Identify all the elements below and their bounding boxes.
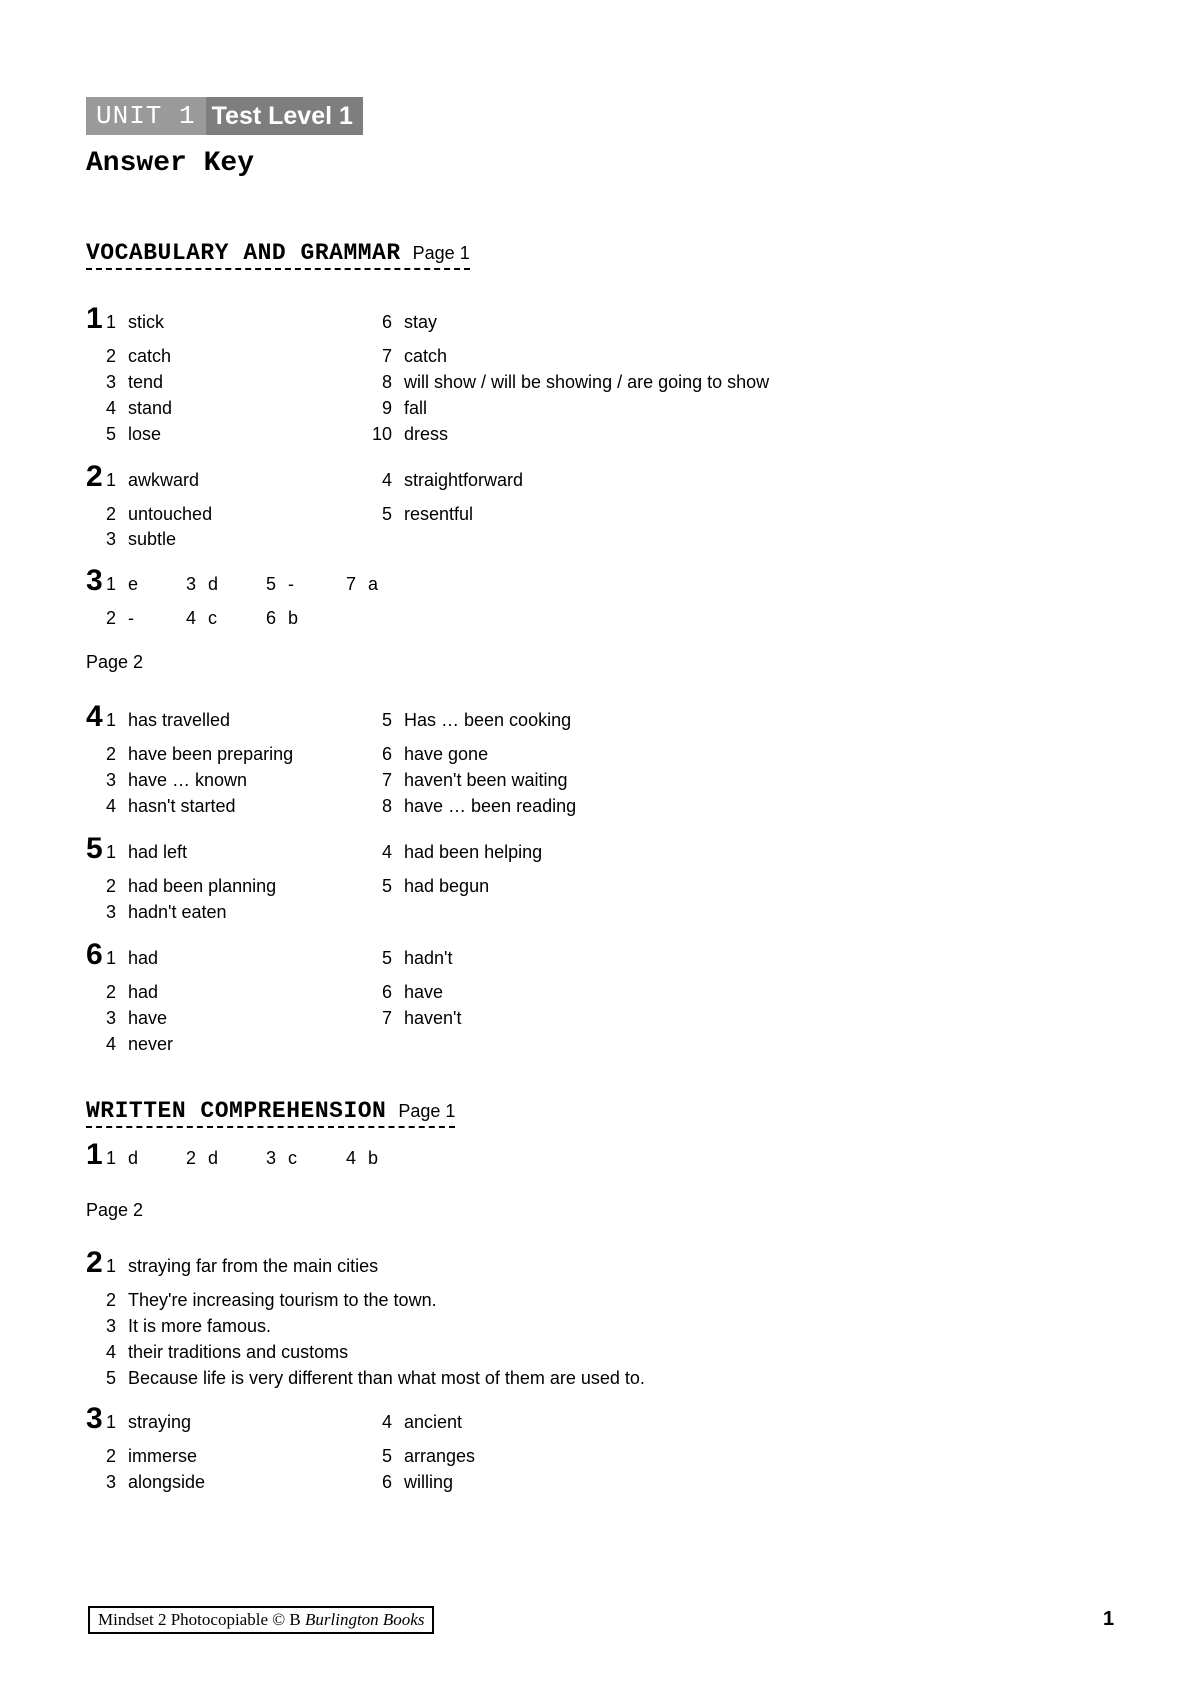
item-number: 4 [381,470,392,490]
item-answer: have … known [128,770,248,790]
item-number: 5 [105,1368,116,1388]
item-number: 7 [345,574,356,594]
item-answer: e [128,574,139,594]
page-title: Answer Key [86,148,255,179]
item-number: 2 [105,504,116,524]
item-number: 1 [105,312,116,332]
item-number: 3 [105,1472,116,1492]
item-number: 5 [105,424,116,444]
item-answer: haven't [404,1008,462,1028]
item-number: 6 [381,982,392,1002]
item-answer: lose [128,424,162,444]
item-number: 4 [381,1412,392,1432]
item-number: 3 [105,1316,116,1336]
item-number: 2 [105,982,116,1002]
exercise-number: 2 [86,1246,103,1279]
item-answer: stick [128,312,164,332]
item-answer: catch [404,346,448,366]
item-answer: b [288,608,299,628]
item-answer: has travelled [128,710,231,730]
item-number: 5 [381,1446,392,1466]
item-number: 1 [105,1148,116,1168]
item-number: 4 [345,1148,356,1168]
item-answer: straying far from the main cities [128,1256,379,1276]
item-number: 6 [381,312,392,332]
item-answer: awkward [128,470,200,490]
item-number: 9 [381,398,392,418]
item-answer: have been preparing [128,744,294,764]
item-number: 7 [381,346,392,366]
item-answer: immerse [128,1446,198,1466]
item-number: 7 [381,1008,392,1028]
item-number: 4 [185,608,196,628]
item-answer: haven't been waiting [404,770,568,790]
exercise-number: 1 [86,1138,103,1171]
item-number: 3 [105,770,116,790]
item-answer: had been planning [128,876,277,896]
section-page: Page 1 [398,1101,456,1121]
item-number: 2 [105,1446,116,1466]
item-number: 8 [381,372,392,392]
exercise-number: 2 [86,460,103,493]
item-number: 1 [105,842,116,862]
item-answer: - [288,574,294,594]
photocopiable-text: Mindset 2 Photocopiable © B [98,1610,301,1629]
item-answer: had been helping [404,842,543,862]
item-number: 6 [265,608,276,628]
item-number: 5 [381,876,392,896]
publisher-brand: Burlington Books [305,1610,425,1629]
item-answer: It is more famous. [128,1316,272,1336]
page-number: 1 [1103,1608,1115,1630]
item-number: 5 [381,710,392,730]
item-number: 7 [381,770,392,790]
item-answer: c [208,608,217,628]
item-answer: hasn't started [128,796,236,816]
section-page: Page 1 [412,243,470,263]
item-number: 1 [105,1256,116,1276]
item-answer: straightforward [404,470,524,490]
item-answer: resentful [404,504,474,524]
item-number: 1 [105,710,116,730]
item-answer: c [288,1148,297,1168]
item-answer: tend [128,372,164,392]
item-number: 3 [105,902,116,922]
item-answer: ancient [404,1412,463,1432]
item-number: 2 [105,876,116,896]
item-number: 1 [105,470,116,490]
item-number: 6 [381,1472,392,1492]
item-answer: never [128,1034,174,1054]
item-number: 5 [381,504,392,524]
item-answer: have [128,1008,168,1028]
exercise-number: 6 [86,938,103,971]
item-number: 2 [105,1290,116,1310]
item-number: 4 [105,1034,116,1054]
item-answer: Has … been cooking [404,710,572,730]
page-label: Page 2 [86,652,144,672]
item-answer: untouched [128,504,213,524]
section-title: WRITTEN COMPREHENSION [86,1098,387,1124]
item-answer: a [368,574,379,594]
item-number: 2 [185,1148,196,1168]
item-answer: their traditions and customs [128,1342,349,1362]
item-number: 8 [381,796,392,816]
item-answer: subtle [128,529,177,549]
footer-copyright [88,1606,434,1634]
item-answer: d [208,574,219,594]
item-answer: stay [404,312,438,332]
item-number: 4 [105,1342,116,1362]
item-answer: had [128,948,159,968]
page-label: Page 2 [86,1200,144,1220]
exercise-number: 4 [86,700,103,733]
item-answer: catch [128,346,172,366]
item-answer: willing [404,1472,454,1492]
item-answer: alongside [128,1472,206,1492]
item-answer: hadn't [404,948,453,968]
unit-banner [86,97,363,135]
item-number: 5 [381,948,392,968]
unit-title: Test Level 1 [211,102,353,130]
section-vocabulary-grammar [86,240,470,270]
item-answer: hadn't eaten [128,902,227,922]
exercise-number: 3 [86,564,103,597]
item-number: 1 [105,1412,116,1432]
item-number: 2 [105,608,116,628]
item-number: 4 [105,796,116,816]
item-answer: have gone [404,744,489,764]
item-answer: d [128,1148,139,1168]
item-answer: had left [128,842,188,862]
item-answer: - [128,608,134,628]
item-answer: b [368,1148,379,1168]
item-answer: had [128,982,159,1002]
section-title: VOCABULARY AND GRAMMAR [86,240,401,266]
item-answer: had begun [404,876,490,896]
item-answer: fall [404,398,428,418]
item-number: 3 [105,372,116,392]
item-number: 3 [105,1008,116,1028]
item-answer: have [404,982,444,1002]
item-number: 6 [381,744,392,764]
exercise-number: 1 [86,302,103,335]
item-number: 2 [105,744,116,764]
item-answer: dress [404,424,449,444]
item-answer: d [208,1148,219,1168]
item-number: 2 [105,346,116,366]
item-answer: have … been reading [404,796,577,816]
unit-code: UNIT 1 [86,97,206,135]
item-number: 3 [185,574,196,594]
item-number: 10 [371,424,392,444]
exercise-number: 5 [86,832,103,865]
section-written-comprehension [86,1098,455,1128]
item-answer: They're increasing tourism to the town. [128,1290,437,1310]
item-answer: stand [128,398,173,418]
item-number: 1 [105,574,116,594]
item-number: 1 [105,948,116,968]
item-answer: Because life is very different than what most of them are used to. [128,1368,645,1388]
exercise-number: 3 [86,1402,103,1435]
item-answer: straying [128,1412,192,1432]
item-answer: will show / will be showing / are going to show [404,372,770,392]
item-answer: arranges [404,1446,476,1466]
item-number: 4 [105,398,116,418]
item-number: 5 [265,574,276,594]
item-number: 3 [265,1148,276,1168]
item-number: 3 [105,529,116,549]
item-number: 4 [381,842,392,862]
